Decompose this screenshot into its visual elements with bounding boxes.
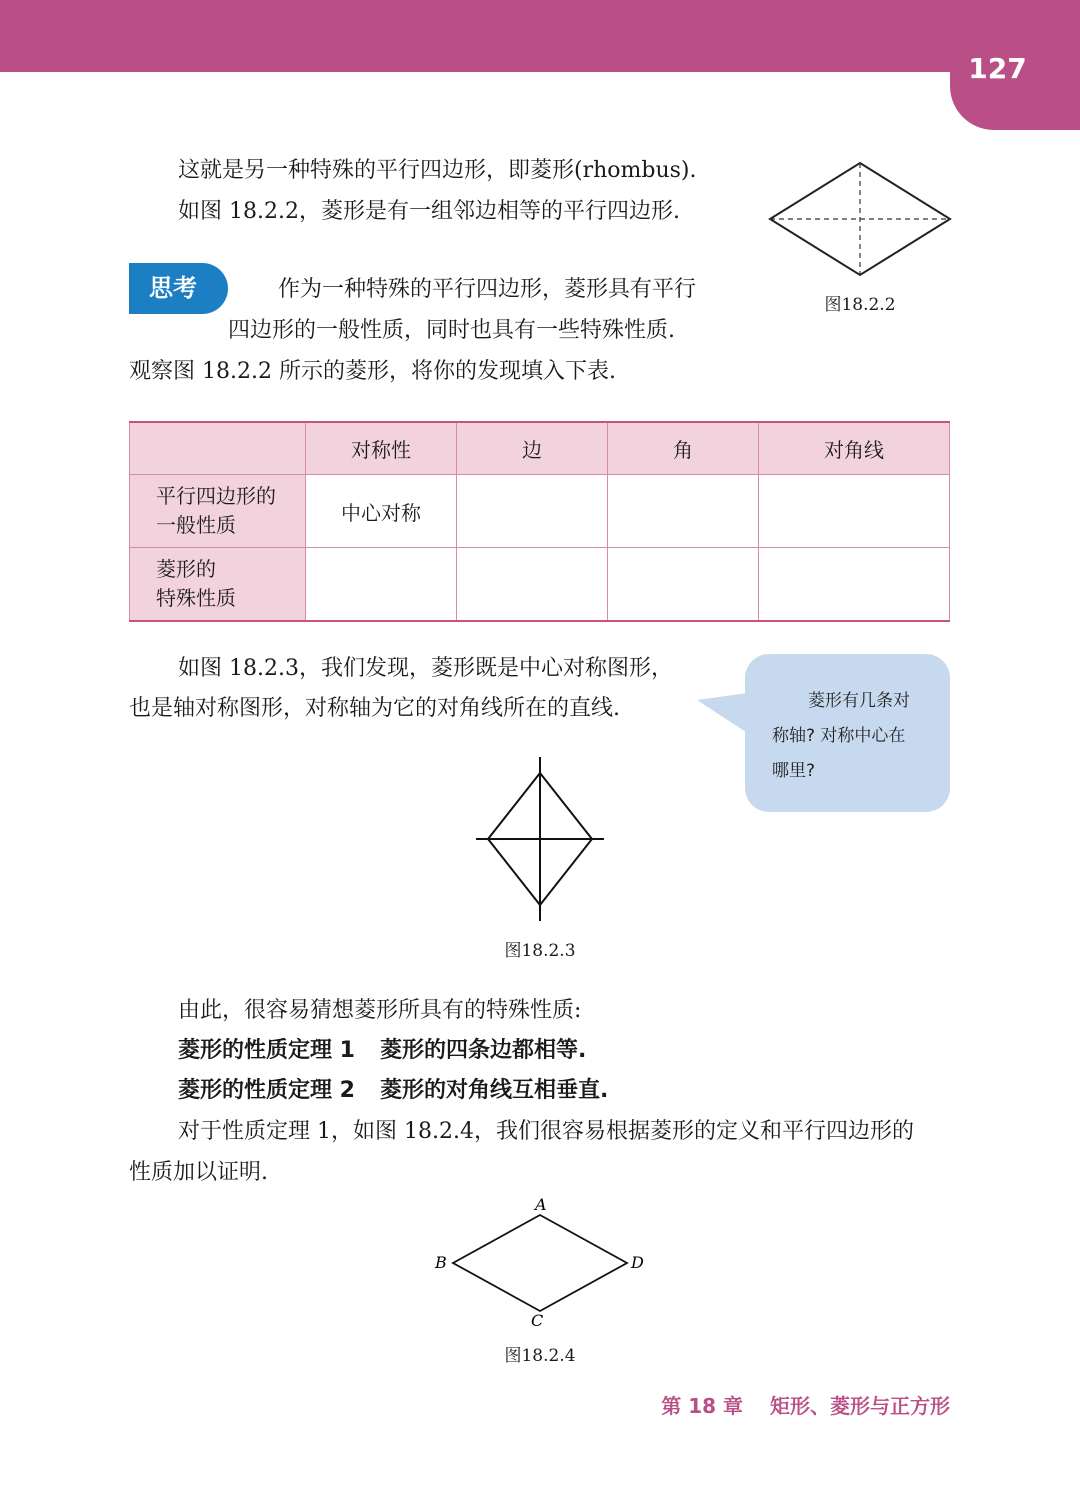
- figure-18-2-2-rhombus: [760, 155, 960, 285]
- table-cell: 中心对称: [306, 475, 457, 548]
- vertex-label-d: D: [631, 1253, 644, 1272]
- think-badge: 思考: [129, 263, 228, 314]
- table-cell: [759, 475, 950, 548]
- table-cell: [759, 548, 950, 622]
- table-cell: [306, 548, 457, 622]
- intro-line-2: 如图 18.2.2，菱形是有一组邻边相等的平行四边形.: [178, 199, 680, 224]
- table-cell: [457, 548, 608, 622]
- observation-line-2: 也是轴对称图形，对称轴为它的对角线所在的直线.: [129, 696, 620, 721]
- page-number: 127: [968, 52, 1027, 85]
- row-label-line: 特殊性质: [156, 586, 236, 610]
- properties-table: [129, 421, 950, 622]
- conjecture-intro: 由此，很容易猜想菱形所具有的特殊性质:: [178, 998, 582, 1023]
- table-cell: [608, 548, 759, 622]
- figure-18-2-2-caption: 图18.2.2: [824, 295, 896, 315]
- chapter-footer: [620, 1390, 950, 1419]
- table-header-symmetry: 对称性: [306, 422, 457, 475]
- row-label-line: 平行四边形的: [156, 484, 276, 508]
- theorem-1: [178, 1036, 586, 1066]
- table-cell: [608, 475, 759, 548]
- theorem-2-label: 菱形的性质定理 2: [178, 1078, 355, 1103]
- bubble-line-1: 菱形有几条对: [808, 691, 910, 711]
- table-header-sides: 边: [457, 422, 608, 475]
- rhombus-outline: [453, 1215, 627, 1311]
- table-header-diagonals: 对角线: [759, 422, 950, 475]
- theorem-2: [178, 1076, 608, 1106]
- table-header-empty: [130, 422, 306, 475]
- think-line-2: 四边形的一般性质，同时也具有一些特殊性质.: [228, 318, 675, 343]
- theorem-1-label: 菱形的性质定理 1: [178, 1038, 355, 1063]
- chapter-number: 第 18 章: [661, 1394, 744, 1418]
- bubble-line-2: 称轴? 对称中心在: [772, 726, 906, 746]
- vertex-label-b: B: [435, 1253, 447, 1272]
- proof-line-1: 对于性质定理 1，如图 18.2.4，我们很容易根据菱形的定义和平行四边形的: [178, 1119, 914, 1144]
- row-label-rhombus: [130, 548, 306, 622]
- top-banner: [0, 0, 1080, 72]
- row-label-line: 菱形的: [156, 557, 216, 581]
- bubble-text: [772, 684, 932, 789]
- theorem-1-text: 菱形的四条边都相等.: [379, 1038, 587, 1063]
- think-line-1: 作为一种特殊的平行四边形，菱形具有平行: [278, 277, 697, 302]
- chapter-title: 矩形、菱形与正方形: [770, 1394, 950, 1418]
- table-row: [130, 475, 950, 548]
- vertex-label-c: C: [531, 1311, 544, 1330]
- proof-line-2: 性质加以证明.: [129, 1160, 268, 1185]
- observation-line-1: 如图 18.2.3，我们发现，菱形既是中心对称图形，: [178, 656, 673, 681]
- bubble-line-3: 哪里?: [772, 761, 816, 781]
- figure-18-2-3-rhombus-axes: [470, 755, 610, 925]
- row-label-parallelogram: [130, 475, 306, 548]
- table-row: [130, 548, 950, 622]
- table-header-row: [130, 422, 950, 475]
- figure-18-2-4-rhombus-abcd: [425, 1195, 655, 1335]
- intro-line-1: 这就是另一种特殊的平行四边形，即菱形(rhombus).: [178, 158, 697, 183]
- figure-18-2-3-caption: 图18.2.3: [504, 941, 576, 961]
- theorem-2-text: 菱形的对角线互相垂直.: [379, 1078, 609, 1103]
- figure-18-2-4-caption: 图18.2.4: [504, 1346, 576, 1366]
- row-label-line: 一般性质: [156, 513, 236, 537]
- think-line-3: 观察图 18.2.2 所示的菱形，将你的发现填入下表.: [129, 359, 616, 384]
- vertex-label-a: A: [535, 1195, 547, 1214]
- table-cell: [457, 475, 608, 548]
- table-header-angles: 角: [608, 422, 759, 475]
